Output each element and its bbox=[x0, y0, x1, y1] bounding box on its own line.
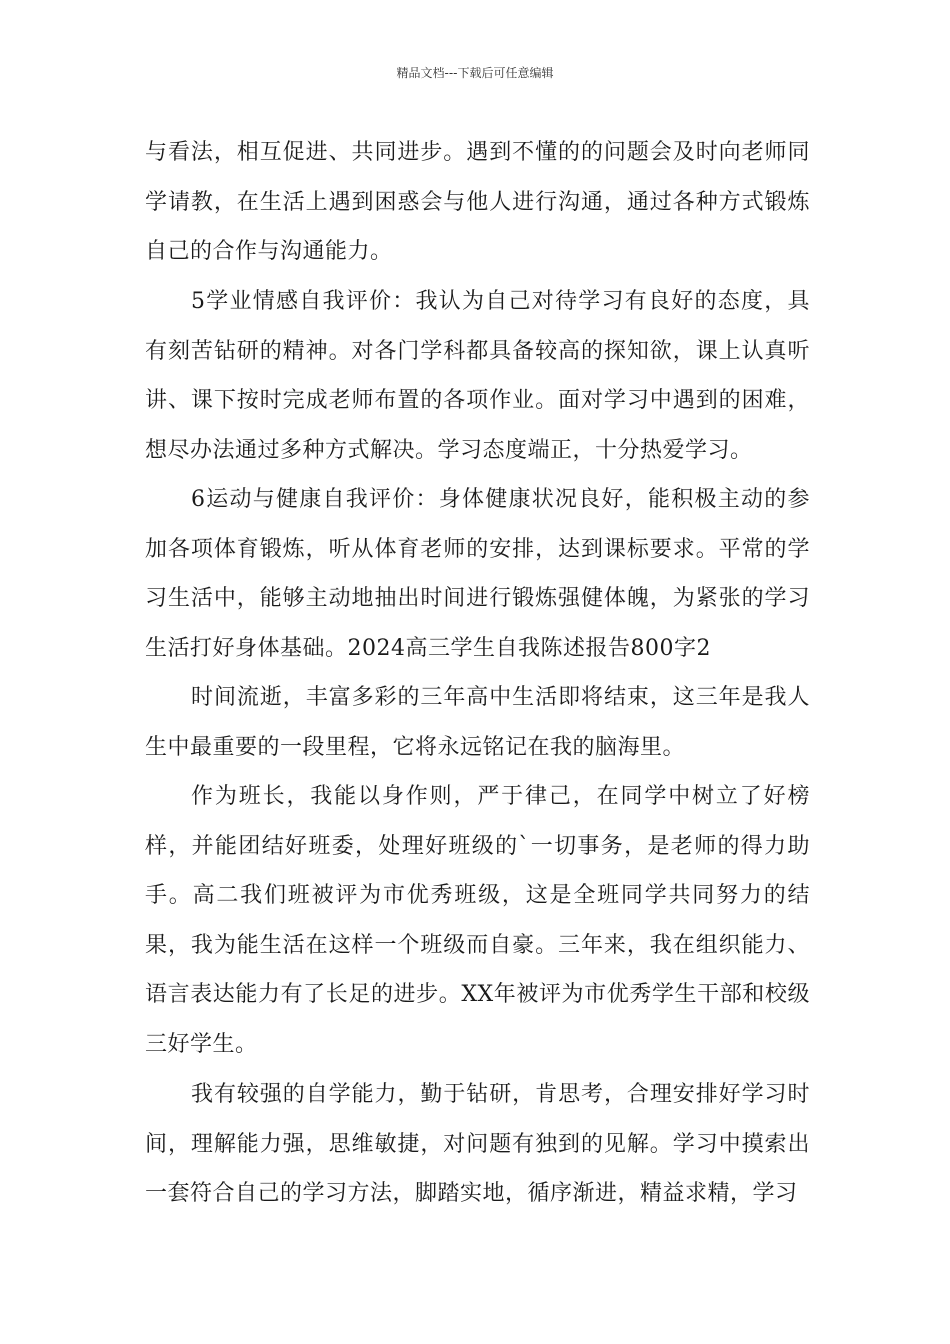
paragraph-continuation: 与看法，相互促进、共同进步。遇到不懂的的问题会及时向老师同学请教，在生活上遇到困惑会与他人进行沟通，通过各种方式锻炼自己的合作与沟通能力。 bbox=[145, 140, 810, 264]
paragraph-sports-health: 6运动与健康自我评价：身体健康状况良好，能积极主动的参加各项体育锻炼，听从体育老师的安排，达到课标要求。平常的学习生活中，能够主动地抽出时间进行锻炼强健体魄，为紧张的学习生活打好身体基础。2024高三学生自我陈述报告800字2 bbox=[145, 487, 810, 661]
page-header: 精品文档---下载后可任意编辑 bbox=[396, 66, 554, 80]
paragraph-academic-emotion: 5学业情感自我评价：我认为自己对待学习有良好的态度，具有刻苦钻研的精神。对各门学科都具备较高的探知欲，课上认真听讲、课下按时完成老师布置的各项作业。面对学习中遇到的困难，想尽办法通过多种方式解决。学习态度端正，十分热爱学习。 bbox=[145, 289, 810, 463]
paragraph-self-study: 我有较强的自学能力，勤于钻研，肯思考，合理安排好学习时间，理解能力强，思维敏捷，对问题有独到的见解。学习中摸索出一套符合自己的学习方法，脚踏实地，循序渐进，精益求精，学习 bbox=[145, 1082, 810, 1206]
paragraph-time-flies: 时间流逝，丰富多彩的三年高中生活即将结束，这三年是我人生中最重要的一段里程，它将永远铭记在我的脑海里。 bbox=[145, 685, 810, 760]
paragraph-class-monitor: 作为班长，我能以身作则，严于律己，在同学中树立了好榜样，并能团结好班委，处理好班级的`一切事务，是老师的得力助手。高二我们班被评为市优秀班级，这是全班同学共同努力的结果，我为能生活在这样一个班级而自豪。三年来，我在组织能力、语言表达能力有了长足的进步。XX年被评为市优秀学生干部和校级三好学生。 bbox=[145, 784, 810, 1057]
